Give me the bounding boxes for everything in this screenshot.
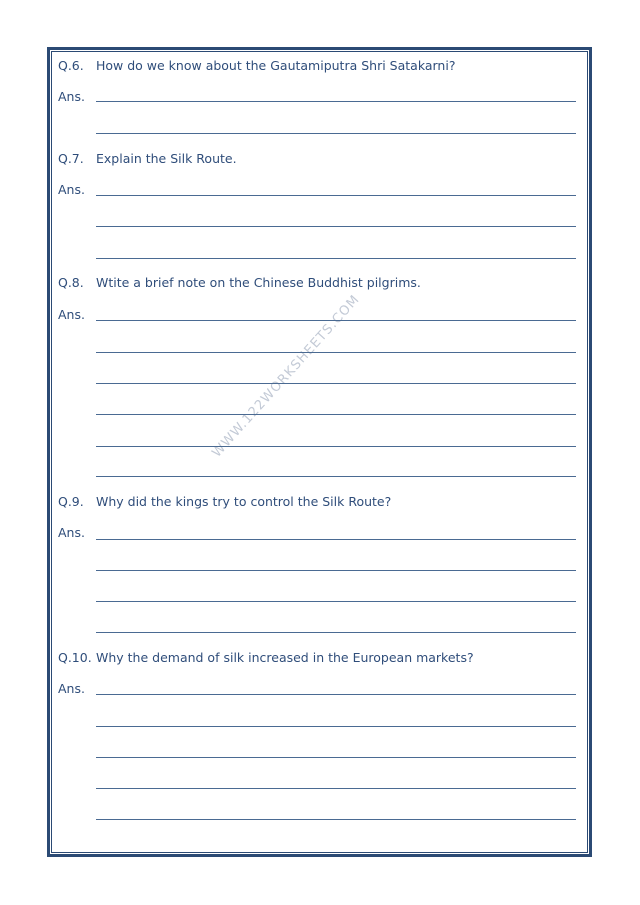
answer-line[interactable] [96,383,576,384]
answer-line[interactable] [96,539,576,540]
page-border-inner [51,51,588,853]
answer-line[interactable] [96,101,576,102]
question-number: Q.7. [58,151,84,166]
answer-label: Ans. [58,525,85,540]
answer-line[interactable] [96,195,576,196]
answer-label: Ans. [58,681,85,696]
answer-line[interactable] [96,601,576,602]
answer-label: Ans. [58,182,85,197]
answer-line[interactable] [96,414,576,415]
answer-line[interactable] [96,226,576,227]
answer-line[interactable] [96,320,576,321]
answer-line[interactable] [96,757,576,758]
question-text: How do we know about the Gautamiputra Shri Satakarni? [96,58,456,73]
question-number: Q.8. [58,275,84,290]
answer-line[interactable] [96,726,576,727]
question-text: Why the demand of silk increased in the European markets? [96,650,474,665]
answer-line[interactable] [96,446,576,447]
answer-label: Ans. [58,307,85,322]
question-text: Wtite a brief note on the Chinese Buddhist pilgrims. [96,275,421,290]
answer-line[interactable] [96,133,576,134]
answer-label: Ans. [58,89,85,104]
question-text: Explain the Silk Route. [96,151,237,166]
answer-line[interactable] [96,476,576,477]
answer-line[interactable] [96,352,576,353]
question-number: Q.9. [58,494,84,509]
question-number: Q.6. [58,58,84,73]
answer-line[interactable] [96,819,576,820]
answer-line[interactable] [96,632,576,633]
answer-line[interactable] [96,694,576,695]
answer-line[interactable] [96,258,576,259]
question-text: Why did the kings try to control the Silk Route? [96,494,392,509]
question-number: Q.10. [58,650,92,665]
watermark: WWW.122WORKSHEETS.COM [209,292,364,461]
answer-line[interactable] [96,570,576,571]
answer-line[interactable] [96,788,576,789]
